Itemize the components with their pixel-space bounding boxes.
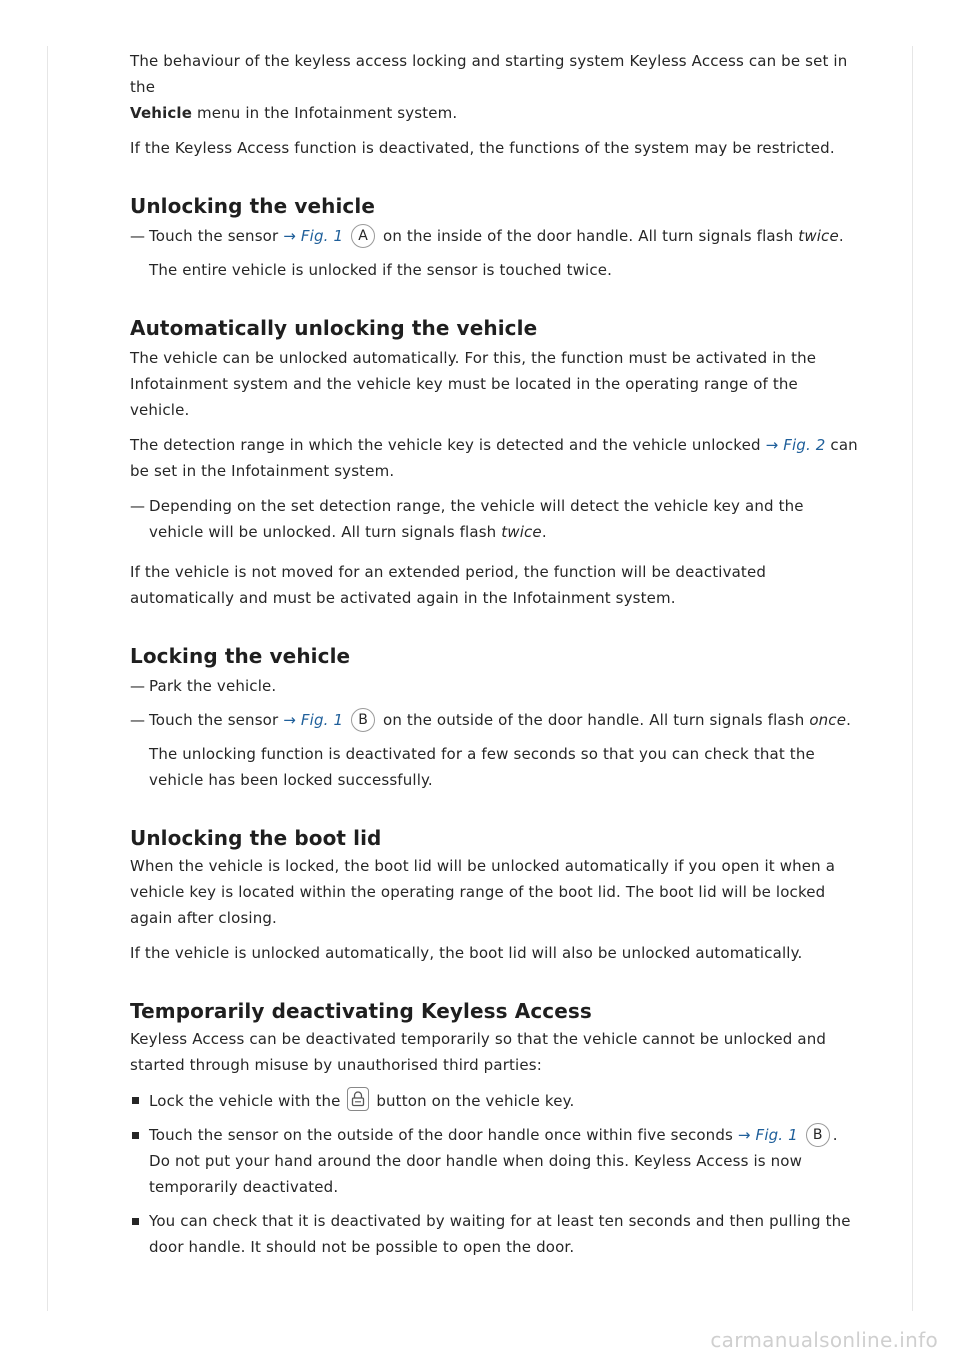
section-heading-unlocking: Unlocking the vehicle — [130, 194, 376, 218]
fig-2-link[interactable]: → Fig. 2 — [765, 436, 826, 454]
step-end: . — [838, 227, 844, 245]
site-watermark: carmanualsonline.info — [710, 1328, 938, 1352]
boot-paragraph-2: If the vehicle is unlocked automatically, the boot lid will also be unlocked automatically. — [130, 944, 803, 962]
bullet-text: Lock the vehicle with the — [149, 1092, 346, 1110]
paragraph-text: The detection range in which the vehicle key is detected and the vehicle unlocked — [130, 436, 766, 454]
boot-paragraph-1: When the vehicle is locked, the boot lid will be unlocked automatically if you open it when a vehicle key is located within the operating range of the boot lid. The boot lid will be locked again after closing. — [130, 857, 836, 927]
step-dash: — — [130, 711, 146, 729]
auto-unlocking-paragraph-1: The vehicle can be unlocked automatically. For this, the function must be activated in the Infotainment system and the vehicle key must be located in the operating range of the vehicle. — [130, 349, 817, 419]
paragraph-text-tail: can be set in the Infotainment system. — [130, 436, 858, 480]
square-bullet-icon — [132, 1218, 139, 1225]
bullet-text: You can check that it is deactivated by waiting for at least ten seconds and then pulling the door handle. It should not be possible to open the door. — [149, 1212, 851, 1256]
step-text: Touch the sensor — [149, 711, 284, 729]
locking-result: The unlocking function is deactivated for a few seconds so that you can check that the vehicle has been locked successfully. — [149, 745, 815, 789]
temp-paragraph-1: Keyless Access can be deactivated temporarily so that the vehicle cannot be unlocked and started through misuse by unauthorised third parties: — [130, 1030, 827, 1074]
unlocking-result: The entire vehicle is unlocked if the sensor is touched twice. — [149, 261, 613, 279]
fig-1-link[interactable]: → Fig. 1 — [283, 227, 344, 245]
step-text: Touch the sensor — [149, 227, 284, 245]
step-end: . — [846, 711, 851, 729]
emphasis-twice: twice — [798, 227, 839, 245]
unlocking-step — [130, 223, 860, 249]
step-dash: — — [130, 497, 146, 515]
intro-paragraph-2: If the Keyless Access function is deactivated, the functions of the system may be restricted. — [130, 139, 835, 157]
section-heading-auto-unlocking: Automatically unlocking the vehicle — [130, 316, 538, 340]
manual-page — [130, 48, 860, 1268]
right-margin-rule — [912, 46, 913, 1311]
step-text: Depending on the set detection range, the vehicle will detect the vehicle key and the vehicle will be unlocked. All turn signals flash — [149, 497, 804, 541]
fig-1-link[interactable]: → Fig. 1 — [737, 1126, 798, 1144]
step-text: Park the vehicle. — [149, 677, 277, 695]
step-text: on the inside of the door handle. All turn signals flash — [378, 227, 799, 245]
square-bullet-icon — [132, 1097, 139, 1104]
step-end: . — [541, 523, 547, 541]
emphasis-once: once — [809, 711, 847, 729]
lock-icon — [347, 1087, 369, 1111]
locking-step-2 — [130, 707, 860, 733]
step-dash: — — [130, 227, 146, 245]
section-heading-boot-lid: Unlocking the boot lid — [130, 826, 382, 850]
emphasis-twice: twice — [501, 523, 542, 541]
callout-badge-b: B — [351, 708, 375, 732]
auto-unlocking-step — [130, 493, 860, 545]
section-heading-locking: Locking the vehicle — [130, 644, 351, 668]
intro-text: The behaviour of the keyless access locking and starting system Keyless Access can be set in the — [130, 52, 848, 96]
callout-badge-a: A — [351, 224, 375, 248]
intro-text-tail: menu in the Infotainment system. — [192, 104, 458, 122]
locking-step-1 — [130, 673, 860, 699]
step-dash: — — [130, 677, 146, 695]
left-margin-rule — [47, 46, 48, 1311]
callout-badge-b: B — [806, 1123, 830, 1147]
temp-bullet-3 — [130, 1208, 860, 1260]
vehicle-menu-term: Vehicle — [130, 104, 193, 122]
temp-bullet-1 — [130, 1087, 860, 1114]
bullet-text-tail: . Do not put your hand around the door handle when doing this. Keyless Access is now temporarily deactivated. — [149, 1126, 838, 1196]
bullet-text-tail: button on the vehicle key. — [371, 1092, 575, 1110]
bullet-text: Touch the sensor on the outside of the door handle once within five seconds — [149, 1126, 738, 1144]
section-heading-temp-deactivate: Temporarily deactivating Keyless Access — [130, 999, 592, 1023]
intro-paragraph-1 — [130, 48, 860, 126]
step-text: on the outside of the door handle. All turn signals flash — [378, 711, 810, 729]
square-bullet-icon — [132, 1132, 139, 1139]
fig-1-link[interactable]: → Fig. 1 — [283, 711, 344, 729]
auto-unlocking-paragraph-3: If the vehicle is not moved for an extended period, the function will be deactivated automatically and must be activated again in the Infotainment system. — [130, 563, 767, 607]
temp-bullet-2 — [130, 1122, 860, 1200]
auto-unlocking-paragraph-2 — [130, 432, 860, 484]
